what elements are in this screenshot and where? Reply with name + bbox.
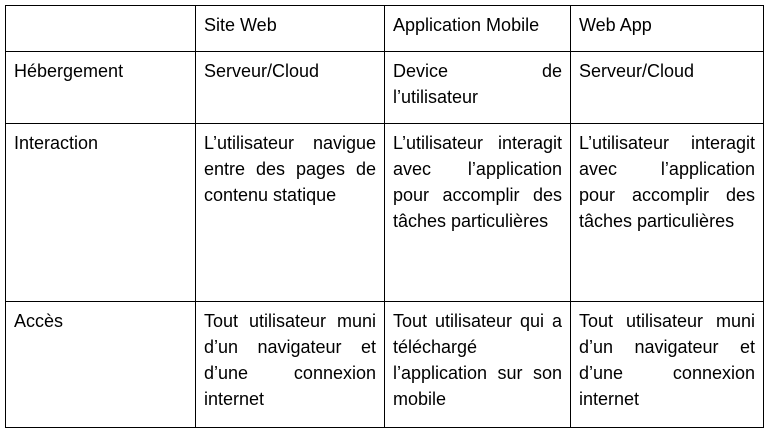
header-web-app: Web App [571,6,764,52]
cell-acces-site-web: Tout utilisateur muni d’un navigateur et d’une connexion internet [196,302,385,428]
header-empty-cell [6,6,196,52]
row-label-acces: Accès [6,302,196,428]
table-row [6,302,764,428]
cell-interaction-application-mobile: L’utilisateur interagit avec l’application pour accomplir des tâches particulières [385,124,571,302]
table-row [6,52,764,124]
cell-hebergement-web-app: Serveur/Cloud [571,52,764,124]
comparison-table [5,5,764,428]
cell-acces-application-mobile: Tout utilisateur qui a téléchargé l’application sur son mobile [385,302,571,428]
cell-interaction-site-web: L’utilisateur navigue entre des pages de contenu statique [196,124,385,302]
header-application-mobile: Application Mobile [385,6,571,52]
table-header-row [6,6,764,52]
cell-acces-web-app: Tout utilisateur muni d’un navigateur et d’une connexion internet [571,302,764,428]
cell-hebergement-application-mobile: Device de l’utilisateur [385,52,571,124]
row-label-hebergement: Hébergement [6,52,196,124]
header-site-web: Site Web [196,6,385,52]
table-row [6,124,764,302]
row-label-interaction: Interaction [6,124,196,302]
cell-hebergement-site-web: Serveur/Cloud [196,52,385,124]
cell-interaction-web-app: L’utilisateur interagit avec l’application pour accomplir des tâches particulières [571,124,764,302]
